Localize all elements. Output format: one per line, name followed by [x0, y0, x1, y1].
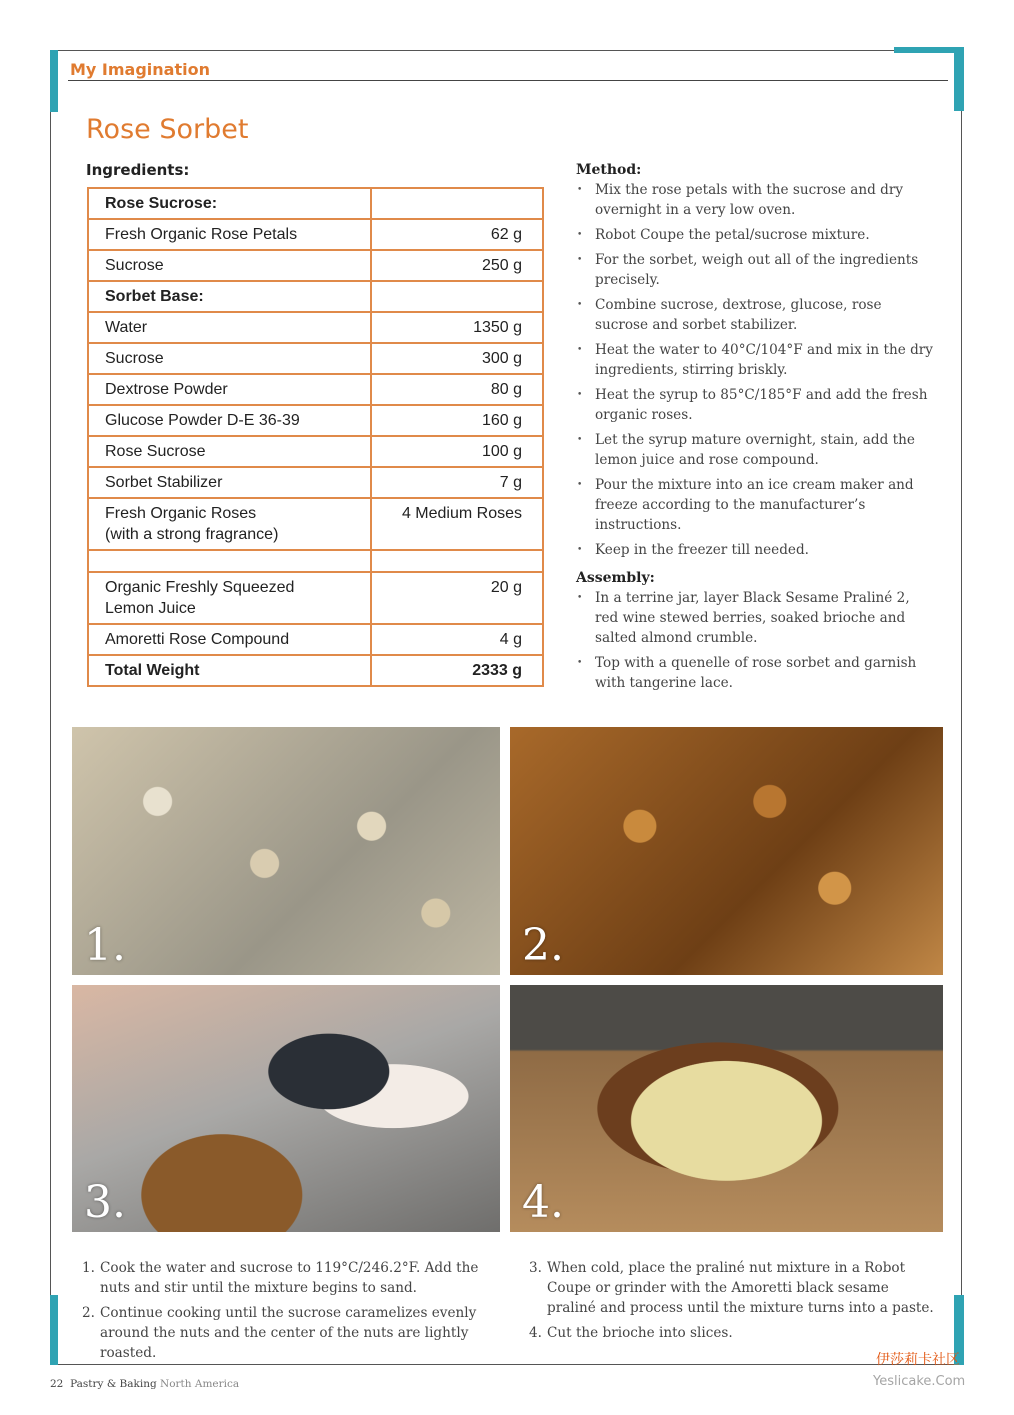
method-list	[576, 180, 936, 560]
watermark-chinese: 伊莎莉卡社区	[876, 1352, 960, 1368]
ingredient-name: Dextrose Powder	[88, 374, 371, 405]
ingredient-quantity	[371, 550, 543, 572]
ingredient-row	[88, 188, 543, 219]
photo-label: 1.	[84, 920, 126, 971]
ingredient-quantity: 80 g	[371, 374, 543, 405]
page-number: 22	[50, 1378, 64, 1390]
ingredient-name: Fresh Organic Rose Petals	[88, 219, 371, 250]
step-item	[82, 1258, 502, 1298]
ingredient-name: Sorbet Base:	[88, 281, 371, 312]
method-item: • Keep in the freezer till needed.	[576, 540, 936, 560]
ingredient-quantity: 1350 g	[371, 312, 543, 343]
ingredient-quantity: 7 g	[371, 467, 543, 498]
ingredient-quantity	[371, 281, 543, 312]
step-text: Cut the brioche into slices.	[547, 1325, 733, 1341]
ingredient-quantity: 160 g	[371, 405, 543, 436]
photo-label: 3.	[84, 1177, 126, 1228]
method-item: • Heat the syrup to 85°C/185°F and add the fresh organic roses.	[576, 385, 936, 425]
photo-label: 4.	[522, 1177, 564, 1228]
ingredient-name	[88, 550, 371, 572]
ingredients-heading: Ingredients:	[86, 161, 190, 179]
method-heading: Method:	[576, 162, 642, 178]
ingredient-quantity: 100 g	[371, 436, 543, 467]
magazine-name: Pastry & Baking	[70, 1378, 157, 1390]
page-footer	[50, 1378, 239, 1390]
hazelnuts-sugar-photo	[72, 727, 500, 975]
ingredient-quantity: 300 g	[371, 343, 543, 374]
ingredient-row	[88, 405, 543, 436]
ingredients-table	[87, 187, 544, 687]
method-item: • Let the syrup mature overnight, stain, add the lemon juice and rose compound.	[576, 430, 936, 470]
method-item: • Heat the water to 40°C/104°F and mix in the dry ingredients, stirring briskly.	[576, 340, 936, 380]
ingredient-name: Sorbet Stabilizer	[88, 467, 371, 498]
caramelized-hazelnuts-photo	[510, 727, 943, 975]
ingredient-row	[88, 281, 543, 312]
ingredient-name: Rose Sucrose	[88, 436, 371, 467]
section-label: My Imagination	[70, 60, 210, 79]
ingredient-name: Sucrose	[88, 343, 371, 374]
ingredient-row	[88, 467, 543, 498]
section-rule	[68, 80, 948, 81]
ingredient-quantity	[371, 188, 543, 219]
ingredient-name: Rose Sucrose:	[88, 188, 371, 219]
ingredient-name: Amoretti Rose Compound	[88, 624, 371, 655]
step-item	[82, 1303, 502, 1363]
method-item: • Robot Coupe the petal/sucrose mixture.	[576, 225, 936, 245]
step-item	[529, 1323, 939, 1343]
method-item: • Pour the mixture into an ice cream maker and freeze according to the manufacturer’s instructions.	[576, 475, 936, 535]
ingredient-row	[88, 498, 543, 550]
step-number: 2.	[82, 1305, 95, 1321]
corner-accent-top-right-bar	[894, 47, 954, 53]
assembly-section	[576, 568, 936, 698]
method-section	[576, 160, 936, 565]
ingredient-name: Sucrose	[88, 250, 371, 281]
assembly-heading: Assembly:	[576, 570, 655, 586]
ingredient-row	[88, 436, 543, 467]
ingredient-quantity: 2333 g	[371, 655, 543, 686]
ingredient-row	[88, 374, 543, 405]
recipe-title: Rose Sorbet	[86, 114, 249, 145]
photo-label: 2.	[522, 920, 564, 971]
step-text: When cold, place the praliné nut mixture in a Robot Coupe or grinder with the Amoretti black sesame praliné and process until the mixture turns into a paste.	[547, 1260, 934, 1316]
assembly-item: • In a terrine jar, layer Black Sesame Praliné 2, red wine stewed berries, soaked brioche and salted almond crumble.	[576, 588, 936, 648]
step-text: Continue cooking until the sucrose caramelizes evenly around the nuts and the center of the nuts are lightly roasted.	[100, 1305, 477, 1361]
step-item	[529, 1258, 939, 1318]
ingredient-name: Total Weight	[88, 655, 371, 686]
step-number: 3.	[529, 1260, 542, 1276]
method-item: • Combine sucrose, dextrose, glucose, rose sucrose and sorbet stabilizer.	[576, 295, 936, 335]
brioche-slicing-photo	[510, 985, 943, 1232]
method-item: • Mix the rose petals with the sucrose and dry overnight in a very low oven.	[576, 180, 936, 220]
ingredient-name: Water	[88, 312, 371, 343]
ingredient-row	[88, 312, 543, 343]
ingredient-row	[88, 343, 543, 374]
corner-accent-top-left	[50, 50, 58, 112]
ingredient-row	[88, 550, 543, 572]
ingredient-name: Glucose Powder D-E 36-39	[88, 405, 371, 436]
step-number: 4.	[529, 1325, 542, 1341]
assembly-item: • Top with a quenelle of rose sorbet and garnish with tangerine lace.	[576, 653, 936, 693]
ingredient-name: Organic Freshly Squeezed Lemon Juice	[88, 572, 371, 624]
watermark-url: Yeslicake.Com	[873, 1374, 966, 1389]
ingredient-row	[88, 655, 543, 686]
corner-accent-top-right	[954, 47, 964, 111]
step-text: Cook the water and sucrose to 119°C/246.2°F. Add the nuts and stir until the mixture begins to sand.	[100, 1260, 479, 1296]
method-item: • For the sorbet, weigh out all of the ingredients precisely.	[576, 250, 936, 290]
ingredient-row	[88, 250, 543, 281]
ingredient-quantity: 4 g	[371, 624, 543, 655]
steps-left-column	[82, 1258, 502, 1368]
steps-right-column	[529, 1258, 939, 1348]
ingredient-name: Fresh Organic Roses (with a strong fragrance)	[88, 498, 371, 550]
ingredient-quantity: 4 Medium Roses	[371, 498, 543, 550]
ingredient-quantity: 20 g	[371, 572, 543, 624]
ingredient-quantity: 250 g	[371, 250, 543, 281]
assembly-list	[576, 588, 936, 693]
step-number: 1.	[82, 1260, 95, 1276]
magazine-region: North America	[160, 1378, 240, 1390]
corner-accent-bottom-left	[50, 1295, 58, 1365]
ingredient-row	[88, 219, 543, 250]
amoretti-praline-mixer-photo	[72, 985, 500, 1232]
ingredient-row	[88, 624, 543, 655]
ingredient-row	[88, 572, 543, 624]
ingredient-quantity: 62 g	[371, 219, 543, 250]
